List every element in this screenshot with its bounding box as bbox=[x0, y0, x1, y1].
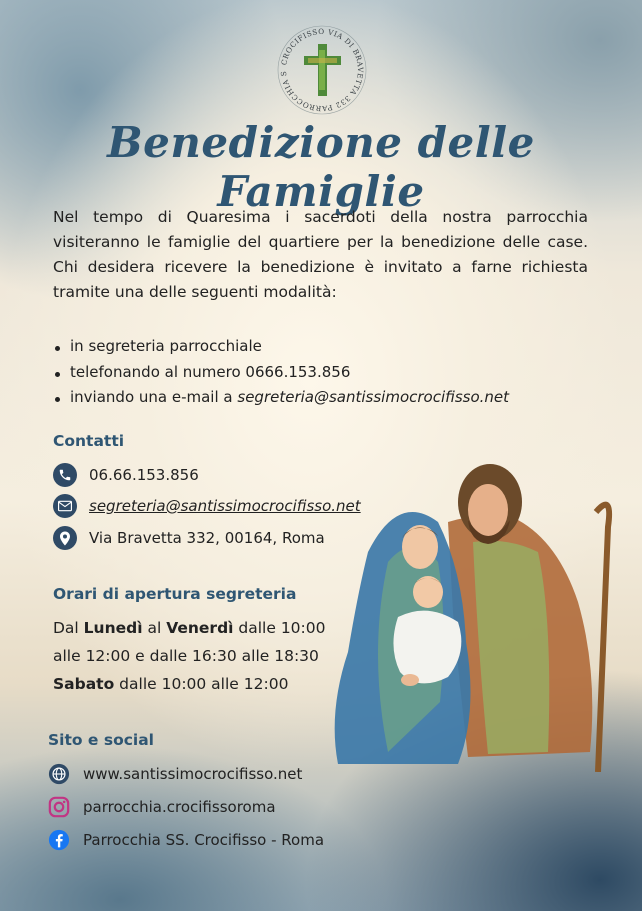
hours-line-saturday: Sabato dalle 10:00 alle 12:00 bbox=[53, 675, 289, 693]
email-link[interactable]: segreteria@santissimocrocifisso.net bbox=[89, 497, 361, 515]
hours-block bbox=[53, 614, 353, 698]
website-link[interactable]: www.santissimocrocifisso.net bbox=[83, 765, 303, 783]
instagram-row[interactable] bbox=[48, 796, 276, 818]
hours-heading: Orari di apertura segreteria bbox=[53, 585, 297, 603]
parish-logo bbox=[274, 22, 370, 118]
social-heading: Sito e social bbox=[48, 731, 154, 749]
address-text: Via Bravetta 332, 00164, Roma bbox=[89, 529, 325, 547]
logo-ring-text: CROCIFISSO VIA DI BRAVETTA 332 PARROCCHIA S bbox=[278, 26, 366, 114]
mail-icon bbox=[53, 494, 77, 518]
location-pin-icon bbox=[53, 526, 77, 550]
address-row bbox=[53, 526, 325, 550]
green-cross-icon bbox=[304, 44, 341, 96]
list-item: in segreteria parrocchiale bbox=[53, 334, 613, 360]
globe-icon bbox=[48, 763, 70, 785]
facebook-link[interactable]: Parrocchia SS. Crocifisso - Roma bbox=[83, 831, 325, 849]
hours-line-weekdays: Dal Lunedì al Venerdì dalle 10:00 bbox=[53, 619, 326, 637]
list-item: inviando una e-mail a segreteria@santissimocrocifisso.net bbox=[53, 385, 613, 411]
phone-icon bbox=[53, 463, 77, 487]
request-modes-list bbox=[53, 334, 613, 411]
email-link-inline[interactable]: segreteria@santissimocrocifisso.net bbox=[237, 388, 510, 406]
intro-paragraph: Nel tempo di Quaresima i sacerdoti della nostra parrocchia visiteranno le famiglie del quartiere per la benedizione delle case. Chi desidera ricevere la benedizione è invitato a farne richiesta tramite una delle seguenti modalità: bbox=[53, 208, 588, 301]
email-row[interactable] bbox=[53, 494, 361, 518]
holy-family-illustration bbox=[328, 452, 640, 772]
facebook-row[interactable] bbox=[48, 829, 324, 851]
hours-line-times: alle 12:00 e dalle 16:30 alle 18:30 bbox=[53, 647, 319, 665]
facebook-icon bbox=[48, 829, 70, 851]
page-title: Benedizione delle Famiglie bbox=[107, 118, 535, 216]
instagram-link[interactable]: parrocchia.crocifissoroma bbox=[83, 798, 276, 816]
phone-number: 06.66.153.856 bbox=[89, 466, 199, 484]
list-item: telefonando al numero 0666.153.856 bbox=[53, 360, 613, 386]
website-row[interactable] bbox=[48, 763, 302, 785]
contacts-heading: Contatti bbox=[53, 432, 125, 450]
phone-row[interactable] bbox=[53, 463, 199, 487]
instagram-icon bbox=[48, 796, 70, 818]
